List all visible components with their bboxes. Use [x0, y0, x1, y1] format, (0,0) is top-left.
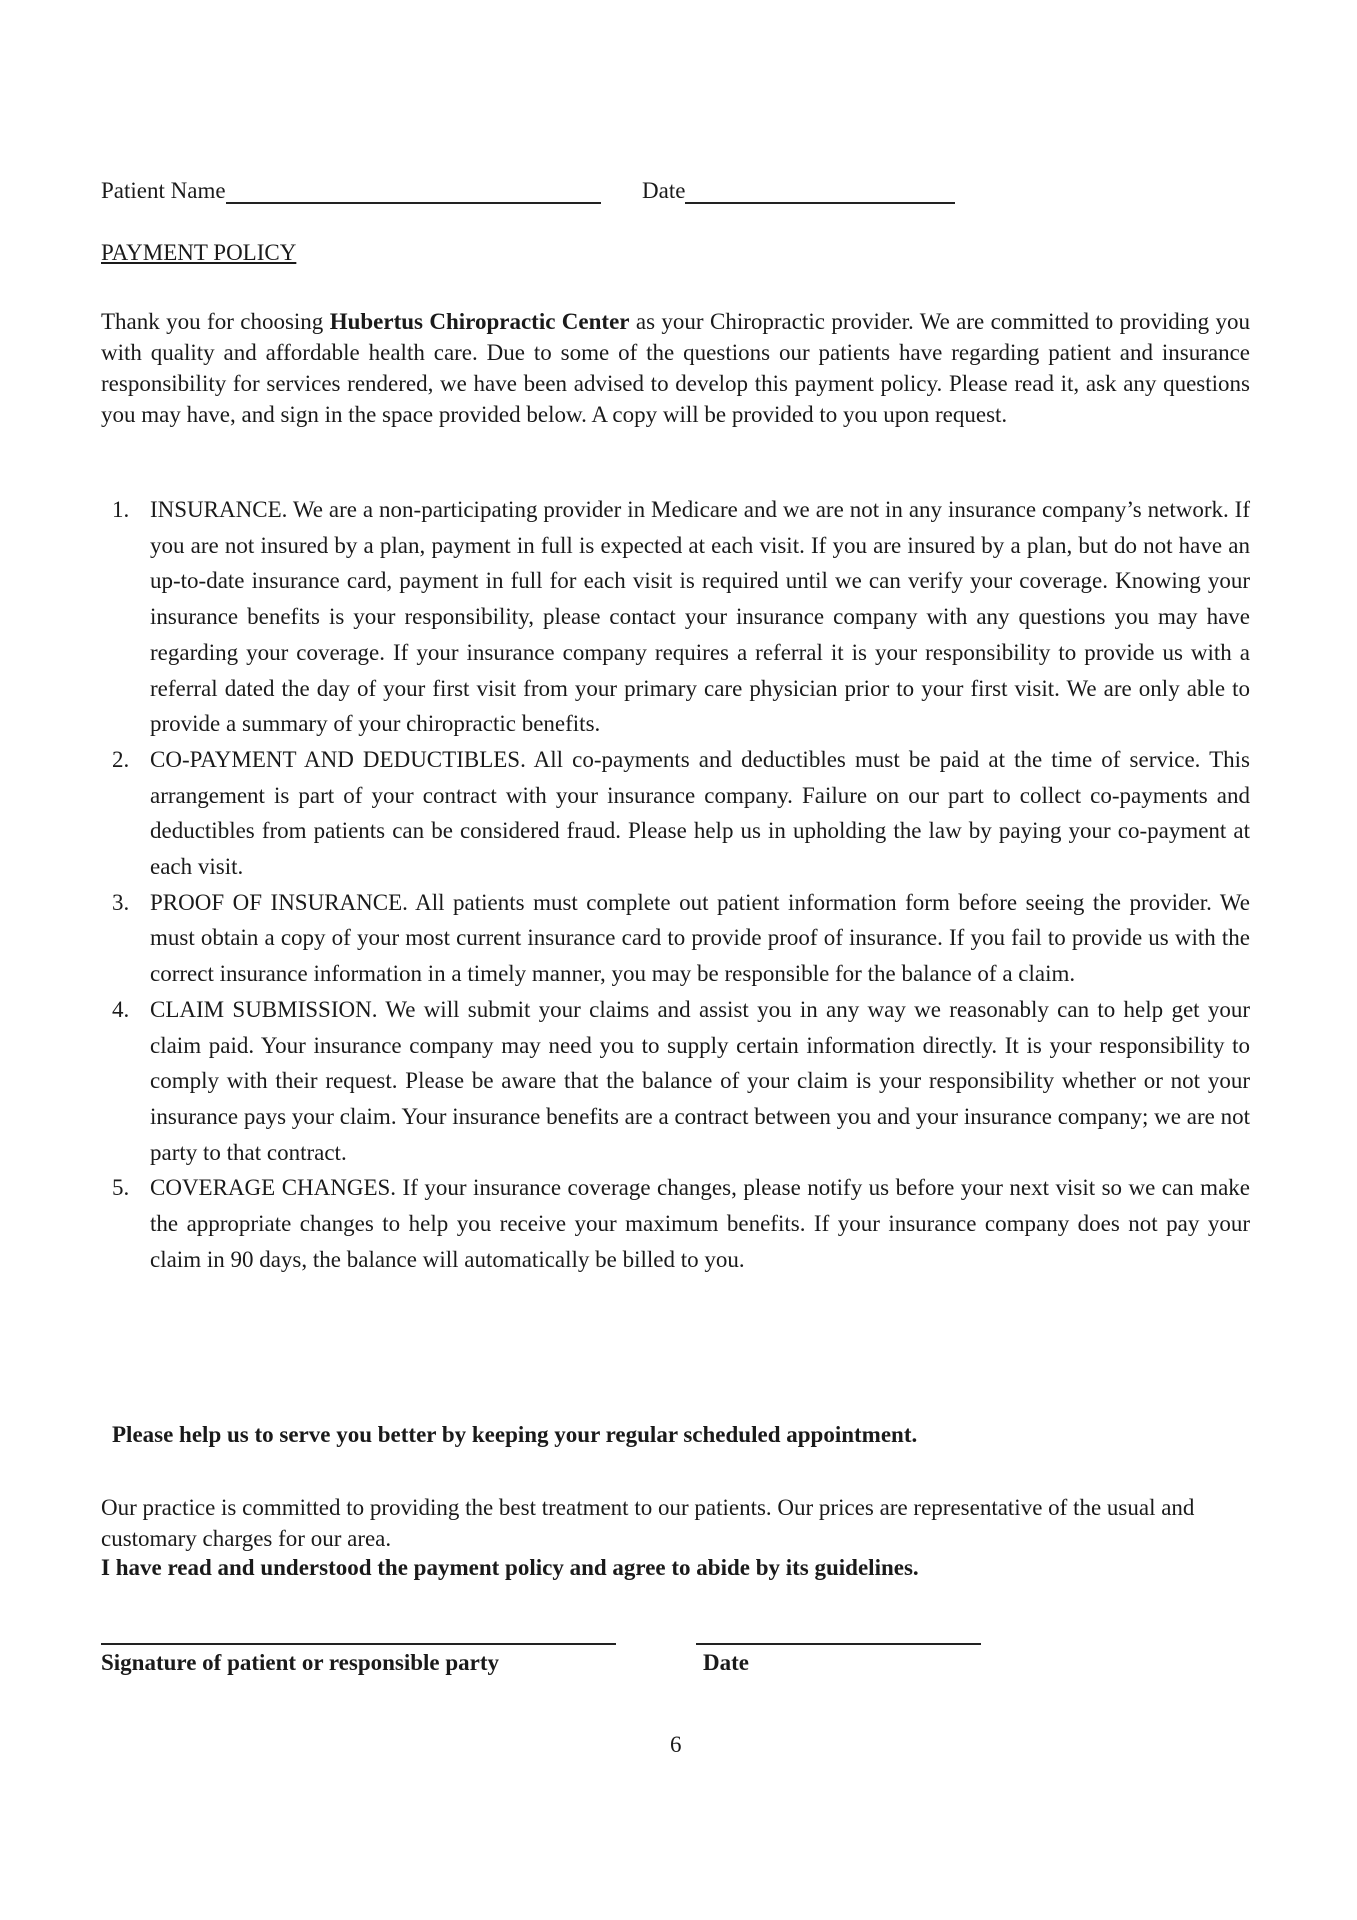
patient-name-field[interactable] [226, 178, 601, 204]
signature-date-label: Date [703, 1650, 749, 1675]
item-text: INSURANCE. We are a non-participating provider in Medicare and we are not in any insurance company’s network. If you are not insured by a plan, payment in full is expected at each visit. If you are insured by a plan, but do not have an up-to-date insurance card, payment in full for each visit is required until we can verify your coverage. Knowing your insurance benefits is your responsibility, please contact your insurance company with any questions you may have regarding your coverage. If your insurance company requires a referral it is your responsibility to provide us with a referral dated the day of your first visit from your primary care physician prior to your first visit. We are only able to provide a summary of your chiropractic benefits. [150, 497, 1250, 737]
signature-label: Signature of patient or responsible party [101, 1650, 500, 1675]
date-field[interactable] [685, 178, 955, 204]
item-number: 1. [112, 497, 130, 522]
item-number: 2. [112, 746, 130, 772]
policy-item-coverage-changes [101, 1170, 1250, 1277]
date-label: Date [642, 178, 686, 203]
policy-item-claim-submission [101, 992, 1250, 1171]
agreement-statement: I have read and understood the payment policy and agree to abide by its guidelines. [101, 1555, 919, 1580]
practice-statement: Our practice is committed to providing the best treatment to our patients. Our prices are representative of the usual and customary charges for our area. [101, 1495, 1195, 1551]
page-title: PAYMENT POLICY [101, 240, 297, 265]
signature-date-line[interactable] [696, 1643, 981, 1645]
patient-name-label: Patient Name [101, 178, 226, 203]
item-text: CO-PAYMENT AND DEDUCTIBLES. All co-payments and deductibles must be paid at the time of service. This arrangement is part of your contract with your insurance company. Failure on our part to collect co-payments and deductibles from patients can be considered fraud. Please help us in upholding the law by paying your co-payment at each visit. [150, 746, 1250, 880]
item-text: CLAIM SUBMISSION. We will submit your claims and assist you in any way we reasonably can to help get your claim paid. Your insurance company may need you to supply certain information directly. It is your responsibility to comply with their request. Please be aware that the balance of your claim is your responsibility whether or not your insurance pays your claim. Your insurance benefits are a contract between you and your insurance company; we are not party to that contract. [150, 996, 1250, 1165]
page-number: 6 [670, 1732, 682, 1757]
appointment-note: Please help us to serve you better by keeping your regular scheduled appointment. [112, 1422, 918, 1447]
intro-suffix: as your Chiropractic provider. We are committed to providing you with quality and affordable health care. Due to some of the questions our patients have regarding patient and insurance responsibility for services rendered, we have been advised to develop this payment policy. Please read it, ask any questions you may have, and sign in the space provided below. A copy will be provided to you upon request. [101, 309, 1250, 427]
item-text: PROOF OF INSURANCE. All patients must complete out patient information form before seeing the provider. We must obtain a copy of your most current insurance card to provide proof of insurance. If you fail to provide us with the correct insurance information in a timely manner, you may be responsible for the balance of a claim. [150, 889, 1250, 987]
signature-line[interactable] [101, 1643, 616, 1645]
policy-item-copayment [101, 742, 1250, 885]
practice-name: Hubertus Chiropractic Center [329, 309, 630, 334]
policy-list [101, 492, 1250, 1277]
intro-prefix: Thank you for choosing [101, 309, 330, 334]
item-number: 3. [112, 889, 130, 915]
item-number: 5. [112, 1175, 130, 1201]
item-text: COVERAGE CHANGES. If your insurance coverage changes, please notify us before your next visit so we can make the appropriate changes to help you receive your maximum benefits. If your insurance company does not pay your claim in 90 days, the balance will automatically be billed to you. [150, 1175, 1250, 1272]
patient-header [101, 178, 955, 204]
policy-item-proof-of-insurance [101, 885, 1250, 992]
item-number: 4. [112, 996, 130, 1022]
policy-item-insurance [101, 492, 1250, 742]
intro-paragraph [101, 306, 1250, 430]
